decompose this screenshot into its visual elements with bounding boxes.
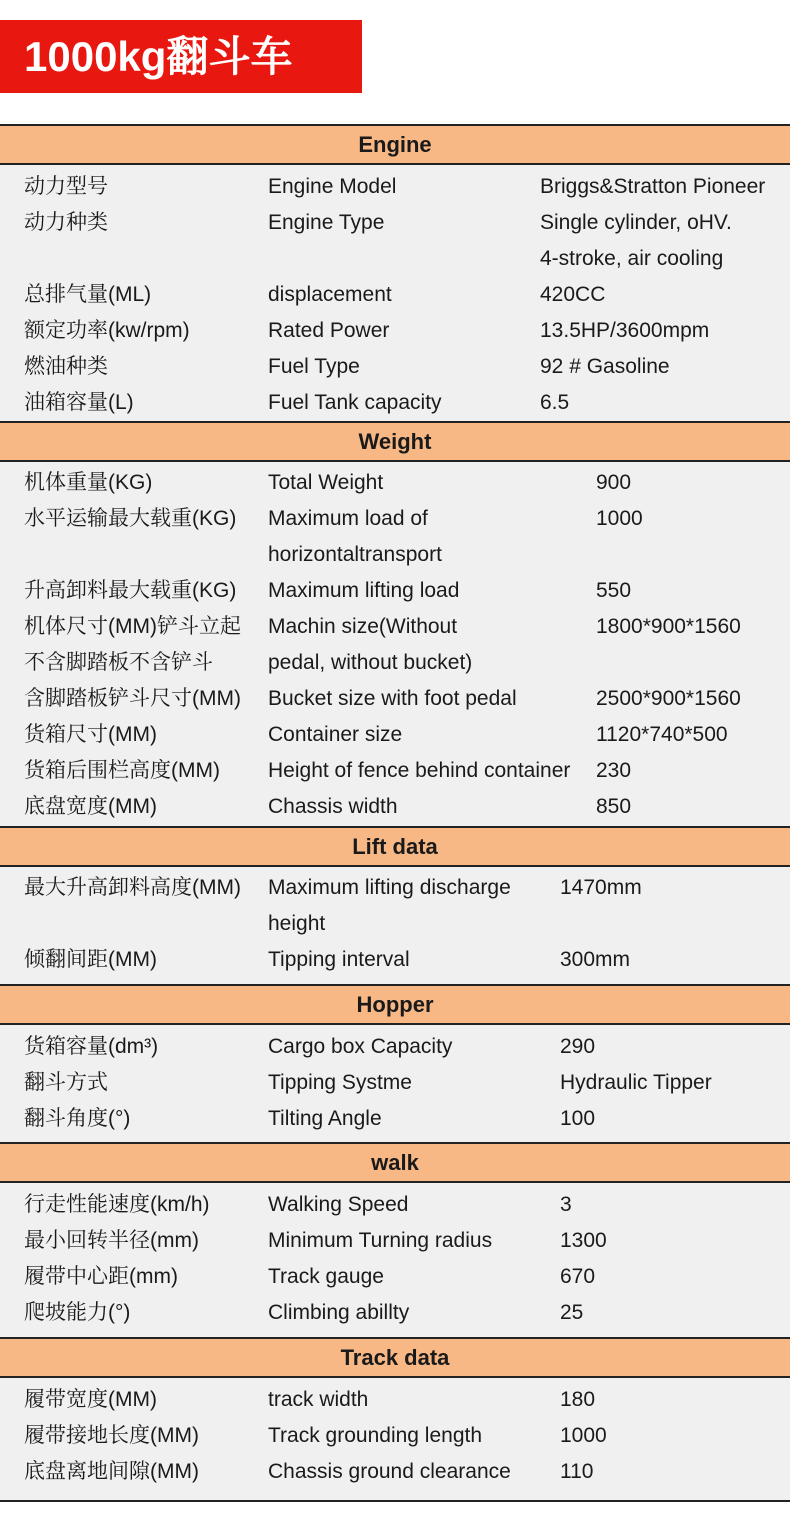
- spec-value: 110: [560, 1460, 594, 1483]
- spec-value: 670: [560, 1265, 596, 1288]
- spec-value: 1000: [596, 507, 643, 530]
- spec-label-en: Chassis ground clearance: [268, 1460, 511, 1483]
- spec-label-en: Fuel Tank capacity: [268, 391, 442, 414]
- spec-label-en: track width: [268, 1388, 369, 1411]
- spec-label-en: Tilting Angle: [268, 1107, 382, 1130]
- spec-label-en: Maximum lifting load: [268, 579, 460, 602]
- spec-label-en: Rated Power: [268, 319, 390, 342]
- spec-label-cn: 机体重量(KG): [24, 471, 153, 494]
- spec-value: Briggs&Stratton Pioneer: [540, 175, 766, 198]
- spec-label-cn: 含脚踏板铲斗尺寸(MM): [24, 687, 241, 710]
- spec-value: Single cylinder, oHV.: [540, 211, 732, 234]
- spec-label-en: Maximum load of: [268, 507, 428, 530]
- section-heading: Engine: [0, 124, 790, 165]
- spec-value: 1470mm: [560, 876, 642, 899]
- section-heading: Lift data: [0, 826, 790, 867]
- spec-label-en: Container size: [268, 723, 403, 746]
- spec-label-en: Minimum Turning radius: [268, 1229, 493, 1252]
- spec-label-en: Engine Model: [268, 175, 397, 198]
- spec-value: 6.5: [540, 391, 570, 414]
- spec-value: 180: [560, 1388, 596, 1411]
- spec-label-cn: 油箱容量(L): [24, 391, 134, 414]
- spec-label-cn: 最大升高卸料高度(MM): [24, 876, 241, 899]
- spec-label-en: Fuel Type: [268, 355, 360, 378]
- spec-label-cn: 机体尺寸(MM)铲斗立起: [24, 615, 241, 638]
- spec-label-cn: 倾翻间距(MM): [24, 948, 157, 971]
- spec-value: 900: [596, 471, 632, 494]
- spec-label-cn: 翻斗方式: [24, 1071, 108, 1094]
- spec-label-en: Track gauge: [268, 1265, 384, 1288]
- spec-label-cn: 不含脚踏板不含铲斗: [24, 651, 213, 674]
- section-heading: walk: [0, 1142, 790, 1183]
- spec-label-en: Climbing abillty: [268, 1301, 410, 1324]
- spec-label-cn: 爬坡能力(°): [24, 1301, 131, 1324]
- section-heading: Weight: [0, 421, 790, 462]
- spec-label-cn: 燃油种类: [24, 355, 108, 378]
- spec-value: 1000: [560, 1424, 607, 1447]
- spec-label-cn: 履带接地长度(MM): [24, 1424, 199, 1447]
- page-title: 1000kg翻斗车: [0, 20, 362, 93]
- spec-value: 3: [560, 1193, 572, 1216]
- spec-label-cn: 货箱尺寸(MM): [24, 723, 157, 746]
- spec-value: 290: [560, 1035, 596, 1058]
- section-heading: Track data: [0, 1337, 790, 1378]
- spec-label-cn: 履带宽度(MM): [24, 1388, 157, 1411]
- spec-label-cn: 额定功率(kw/rpm): [24, 319, 190, 342]
- spec-label-cn: 最小回转半径(mm): [24, 1229, 199, 1252]
- spec-label-en: Engine Type: [268, 211, 385, 234]
- spec-value: 100: [560, 1107, 596, 1130]
- spec-label-en: Tipping interval: [268, 948, 410, 971]
- spec-label-cn: 底盘宽度(MM): [24, 795, 157, 818]
- table-bottom-border: [0, 1500, 790, 1502]
- spec-label-en: Machin size(Without: [268, 615, 458, 638]
- spec-label-en: Track grounding length: [268, 1424, 483, 1447]
- spec-value: 420CC: [540, 283, 606, 306]
- spec-label-cn: 水平运输最大载重(KG): [24, 507, 237, 530]
- spec-label-en: Walking Speed: [268, 1193, 409, 1216]
- spec-value: 300mm: [560, 948, 631, 971]
- spec-value: 25: [560, 1301, 584, 1324]
- spec-label-en: Height of fence behind container: [268, 759, 571, 782]
- spec-label-cn: 货箱容量(dm³): [24, 1035, 159, 1058]
- spec-label-en: horizontaltransport: [268, 543, 442, 566]
- spec-label-cn: 翻斗角度(°): [24, 1107, 131, 1130]
- spec-value: 1800*900*1560: [596, 615, 741, 638]
- spec-label-cn: 总排气量(ML): [24, 283, 152, 306]
- spec-label-en: Tipping Systme: [268, 1071, 412, 1094]
- spec-value: 2500*900*1560: [596, 687, 741, 710]
- spec-value: 92 # Gasoline: [540, 355, 670, 378]
- spec-label-en: Total Weight: [268, 471, 384, 494]
- spec-label-cn: 货箱后围栏高度(MM): [24, 759, 220, 782]
- spec-value: 13.5HP/3600mpm: [540, 319, 710, 342]
- spec-value: 230: [596, 759, 632, 782]
- spec-label-cn: 动力型号: [24, 175, 108, 198]
- spec-label-en: displacement: [268, 283, 392, 306]
- spec-label-cn: 底盘离地间隙(MM): [24, 1460, 199, 1483]
- spec-label-en: Maximum lifting discharge: [268, 876, 511, 899]
- spec-label-en: Cargo box Capacity: [268, 1035, 453, 1058]
- spec-label-en: Chassis width: [268, 795, 398, 818]
- section-heading: Hopper: [0, 984, 790, 1025]
- spec-label-cn: 行走性能速度(km/h): [24, 1193, 210, 1216]
- spec-value: 1120*740*500: [596, 723, 728, 746]
- spec-value: 850: [596, 795, 632, 818]
- spec-value: Hydraulic Tipper: [560, 1071, 712, 1094]
- spec-value: 4-stroke, air cooling: [540, 247, 724, 270]
- spec-label-cn: 动力种类: [24, 211, 108, 234]
- spec-label-en: height: [268, 912, 326, 935]
- spec-value: 1300: [560, 1229, 607, 1252]
- spec-label-en: Bucket size with foot pedal: [268, 687, 517, 710]
- spec-label-cn: 履带中心距(mm): [24, 1265, 178, 1288]
- spec-label-cn: 升高卸料最大载重(KG): [24, 579, 237, 602]
- spec-value: 550: [596, 579, 632, 602]
- spec-label-en: pedal, without bucket): [268, 651, 473, 674]
